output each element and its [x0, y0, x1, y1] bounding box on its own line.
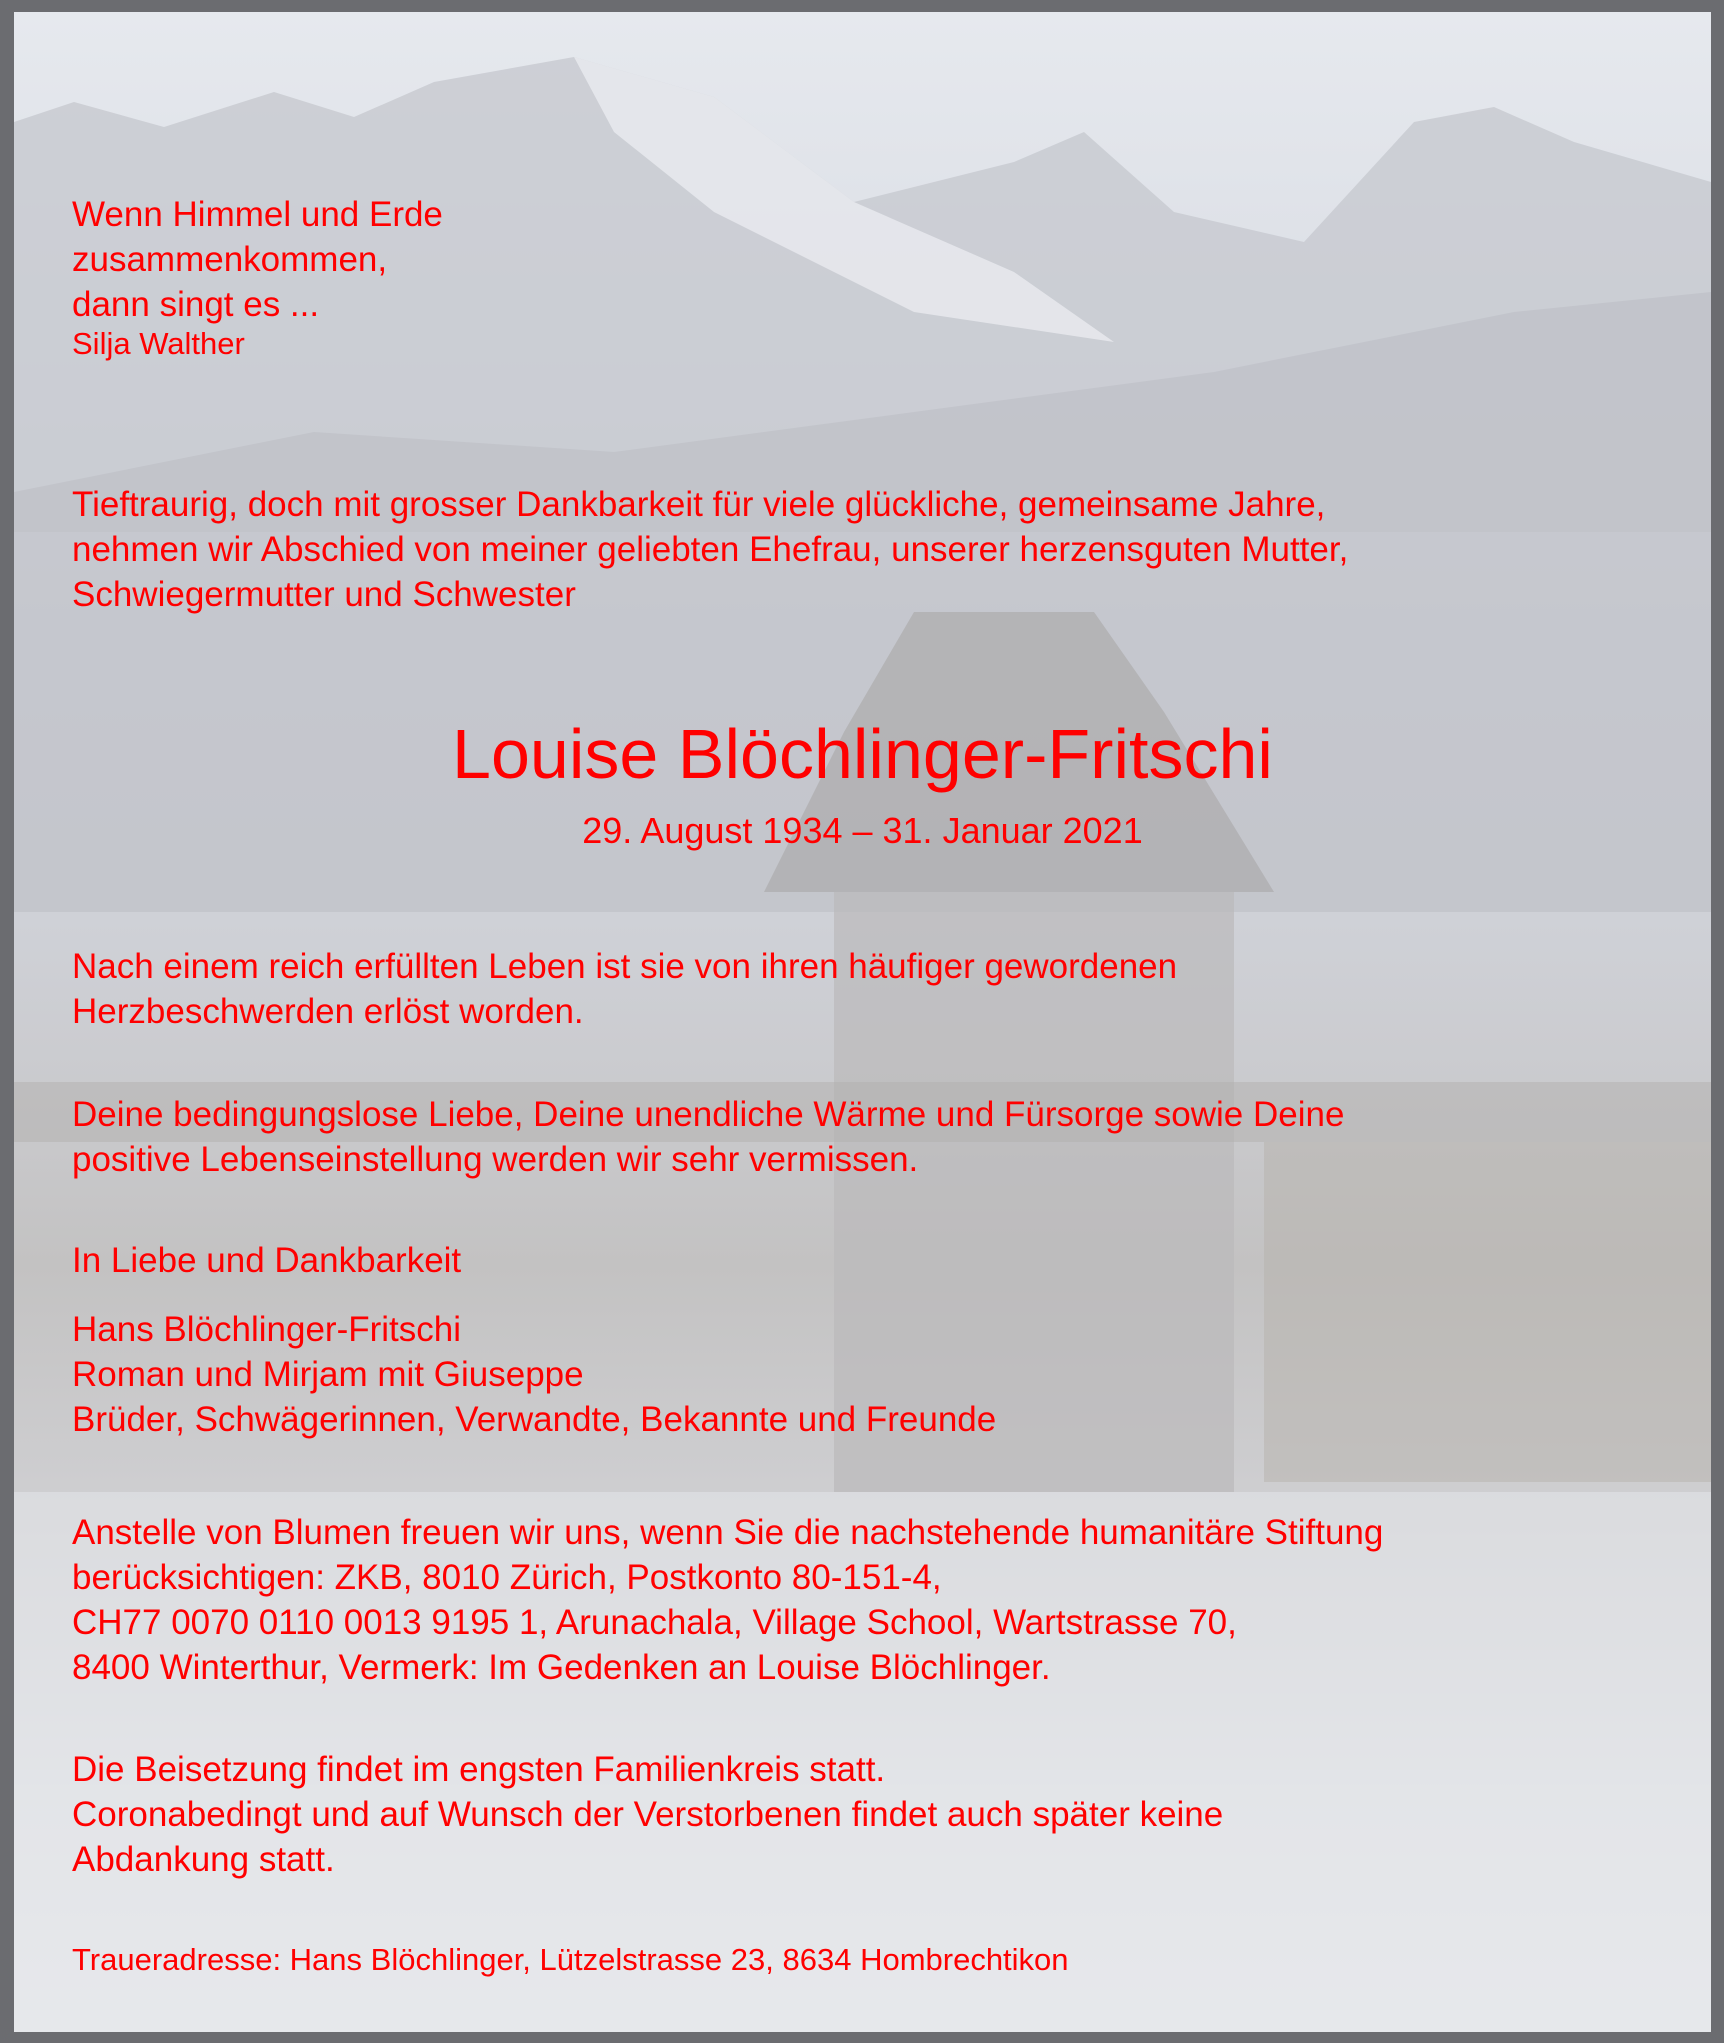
reeds — [1264, 1142, 1711, 1482]
text-line: Herzbeschwerden erlöst worden. — [72, 992, 584, 1031]
quote — [72, 192, 443, 364]
donation-note — [72, 1510, 1383, 1690]
closing: In Liebe und Dankbarkeit — [72, 1241, 462, 1280]
deceased-name: Louise Blöchlinger-Fritschi — [452, 715, 1273, 793]
text-line: Coronabedingt und auf Wunsch der Verstorbenen findet auch später keine — [72, 1795, 1224, 1834]
mourners — [72, 1307, 996, 1442]
quote-line: dann singt es ... — [72, 285, 320, 324]
quote-line: Wenn Himmel und Erde — [72, 195, 443, 234]
text-line: Die Beisetzung findet im engsten Familienkreis statt. — [72, 1750, 886, 1789]
paragraph-love — [72, 1092, 1344, 1182]
text-line: CH77 0070 0110 0013 9195 1, Arunachala, Village School, Wartstrasse 70, — [72, 1603, 1237, 1642]
text-line: Tieftraurig, doch mit grosser Dankbarkeit für viele glückliche, gemeinsame Jahre, — [72, 485, 1326, 524]
paragraph-life — [72, 944, 1177, 1034]
mourner: Brüder, Schwägerinnen, Verwandte, Bekannte und Freunde — [72, 1400, 997, 1439]
text-line: Nach einem reich erfüllten Leben ist sie von ihren häufiger gewordenen — [72, 947, 1178, 986]
text-line: nehmen wir Abschied von meiner geliebten Ehefrau, unserer herzensguten Mutter, — [72, 530, 1349, 569]
mourner: Hans Blöchlinger-Fritschi — [72, 1310, 462, 1349]
text-line: Anstelle von Blumen freuen wir uns, wenn Sie die nachstehende humanitäre Stiftung — [72, 1513, 1384, 1552]
funeral-note — [72, 1747, 1223, 1882]
obituary-card — [14, 12, 1711, 2032]
quote-line: zusammenkommen, — [72, 240, 388, 279]
text-line: Abdankung statt. — [72, 1840, 335, 1879]
life-dates: 29. August 1934 – 31. Januar 2021 — [582, 810, 1143, 851]
text-line: Schwiegermutter und Schwester — [72, 575, 576, 614]
text-line: positive Lebenseinstellung werden wir sehr vermissen. — [72, 1140, 919, 1179]
quote-author: Silja Walther — [72, 326, 245, 361]
text-line: berücksichtigen: ZKB, 8010 Zürich, Postkonto 80-151-4, — [72, 1558, 942, 1597]
mourning-address: Traueradresse: Hans Blöchlinger, Lützelstrasse 23, 8634 Hombrechtikon — [72, 1942, 1069, 1977]
mourner: Roman und Mirjam mit Giuseppe — [72, 1355, 584, 1394]
text-line: Deine bedingungslose Liebe, Deine unendliche Wärme und Fürsorge sowie Deine — [72, 1095, 1345, 1134]
intro-text — [72, 482, 1348, 617]
text-line: 8400 Winterthur, Vermerk: Im Gedenken an Louise Blöchlinger. — [72, 1648, 1051, 1687]
